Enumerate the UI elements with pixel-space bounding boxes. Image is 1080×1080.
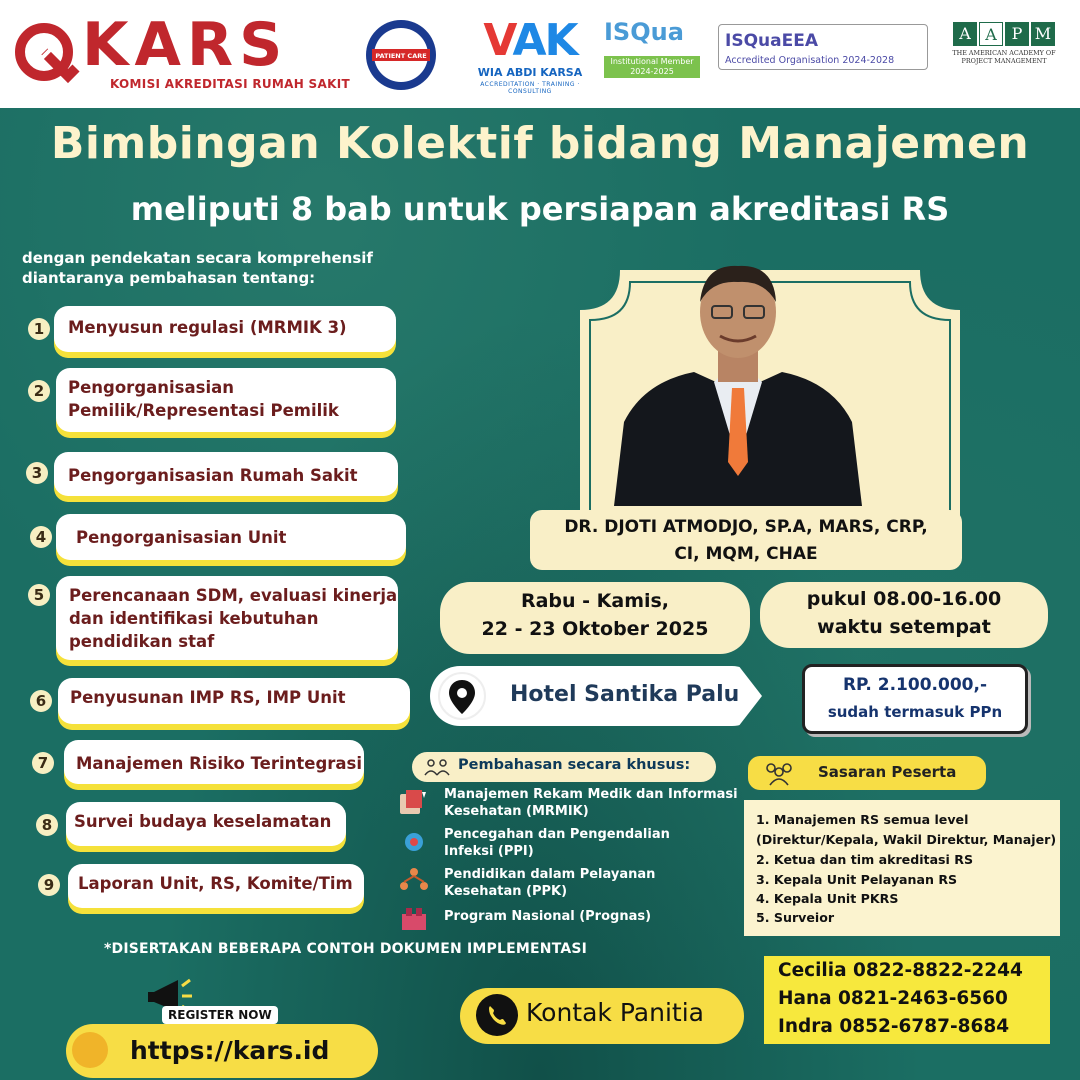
price-amount: RP. 2.100.000,-	[842, 675, 988, 695]
sasaran-list	[744, 800, 1060, 936]
topic-number: 9	[38, 874, 60, 896]
aapm-letter: P	[1005, 22, 1029, 46]
isqeea-accredited: Accredited Organisation 2024-2028	[725, 55, 895, 66]
medical-record-icon	[396, 786, 428, 818]
national-program-icon	[398, 904, 430, 936]
speaker-name-line2: CI, MQM, CHAE	[674, 544, 818, 564]
khusus-pill	[412, 752, 716, 782]
isqua-logo	[604, 18, 700, 98]
aapm-text: THE AMERICAN ACADEMY OF PROJECT MANAGEMENT	[952, 49, 1056, 65]
topic-text: Laporan Unit, RS, Komite/Tim	[78, 874, 353, 893]
price-box	[802, 664, 1028, 734]
speaker-name-line1: DR. DJOTI ATMODJO, SP.A, MARS, CRP,	[564, 517, 928, 537]
group-discussion-icon	[424, 755, 450, 779]
aapm-letter: A	[979, 22, 1003, 46]
url-dot-icon	[72, 1032, 108, 1068]
topic-text: Menyusun regulasi (MRMIK 3)	[68, 318, 347, 337]
event-days: Rabu - Kamis,	[520, 590, 670, 612]
isqua-member-badge: Institutional Member 2024-2025	[604, 56, 700, 78]
sasaran-item: 2. Ketua dan tim akreditasi RS	[756, 852, 974, 867]
kars-logo-icon	[14, 22, 80, 88]
patient-centered-care-logo-icon	[364, 18, 438, 92]
isqua-eea-logo	[718, 24, 928, 70]
topic-number: 4	[30, 526, 52, 548]
topic-text: Perencanaan SDM, evaluasi kinerja dan identifikasi kebutuhan pendidikan staf	[69, 586, 398, 651]
register-now-label[interactable]: REGISTER NOW	[162, 1006, 278, 1024]
topic-number: 8	[36, 814, 58, 836]
topic-text: Survei budaya keselamatan	[74, 812, 332, 831]
topic-text: Manajemen Risiko Terintegrasi	[76, 754, 363, 773]
sasaran-item: 4. Kepala Unit PKRS	[756, 891, 899, 906]
sasaran-item: 3. Kepala Unit Pelayanan RS	[756, 872, 958, 887]
map-pin-icon	[440, 674, 484, 718]
isqua-name: ISQua	[604, 18, 684, 46]
participants-icon	[762, 759, 796, 787]
time-box	[760, 582, 1048, 648]
sasaran-item: 5. Surveior	[756, 910, 835, 925]
contact-entry[interactable]: Indra 0852-6787-8684	[778, 1016, 1010, 1037]
contacts-box	[764, 956, 1050, 1044]
event-time: pukul 08.00-16.00	[806, 588, 1002, 610]
wak-ak-letters: AK	[512, 15, 577, 66]
contact-entry[interactable]: Cecilia 0822-8822-2244	[778, 960, 1023, 981]
speaker-photo	[614, 262, 862, 506]
kars-wordmark: KARS	[82, 10, 289, 80]
kontak-panitia-label[interactable]: Kontak Panitia	[526, 998, 704, 1027]
website-link[interactable]: https://kars.id	[130, 1036, 330, 1065]
contact-entry[interactable]: Hana 0821-2463-6560	[778, 988, 1008, 1009]
isqeea-name: ISQuaEEA	[725, 31, 818, 51]
topic-number: 1	[28, 318, 50, 340]
aapm-letter: M	[1031, 22, 1055, 46]
khusus-label: Pembahasan secara khusus:	[458, 757, 691, 773]
topic-number: 7	[32, 752, 54, 774]
topic-number: 3	[26, 462, 48, 484]
phone-icon	[476, 994, 518, 1036]
topic-text: Pengorganisasian Unit	[76, 528, 287, 547]
khusus-item: Pencegahan dan Pengendalian Infeksi (PPI)	[444, 827, 670, 859]
topic-number: 6	[30, 690, 52, 712]
event-timezone: waktu setempat	[817, 616, 991, 638]
event-dates: 22 - 23 Oktober 2025	[481, 618, 709, 640]
main-title: Bimbingan Kolektif bidang Manajemen	[50, 118, 1030, 169]
kars-subtitle: KOMISI AKREDITASI RUMAH SAKIT	[110, 77, 350, 91]
price-note: sudah termasuk PPn	[827, 703, 1003, 721]
wak-tagline: ACCREDITATION · TRAINING · CONSULTING	[480, 81, 580, 95]
khusus-item: Manajemen Rekam Medik dan Informasi Kesehatan (MRMIK)	[444, 787, 738, 819]
wia-abdi-karsa-logo	[470, 15, 590, 98]
infection-control-icon	[398, 826, 430, 858]
khusus-item: Pendidikan dalam Pelayanan Kesehatan (PPK)	[444, 867, 656, 899]
khusus-item: Program Nasional (Prognas)	[444, 909, 652, 924]
subtitle: meliputi 8 bab untuk persiapan akreditasi RS	[130, 190, 950, 228]
topic-text: Penyusunan IMP RS, IMP Unit	[70, 688, 346, 707]
aapm-logo	[948, 22, 1060, 82]
topic-number: 5	[28, 584, 50, 606]
location-circle	[438, 672, 486, 720]
topic-text: Pengorganisasian Rumah Sakit	[68, 466, 358, 485]
wak-v-letter: V	[483, 15, 513, 66]
location-text: Hotel Santika Palu	[510, 682, 740, 707]
footnote: *DISERTAKAN BEBERAPA CONTOH DOKUMEN IMPLEMENTASI	[104, 941, 588, 957]
intro-text: dengan pendekatan secara komprehensif diantaranya pembahasan tentang:	[22, 249, 373, 287]
wak-name: WIA ABDI KARSA	[477, 66, 583, 79]
topic-number: 2	[28, 380, 50, 402]
sasaran-label: Sasaran Peserta	[818, 763, 957, 781]
header-bar	[0, 0, 1080, 108]
topic-text: Pengorganisasian Pemilik/Representasi Pemilik	[68, 378, 339, 420]
speaker-name-box	[530, 510, 962, 570]
date-box	[440, 582, 750, 654]
education-network-icon	[398, 864, 430, 896]
sasaran-item: 1. Manajemen RS semua level	[756, 812, 969, 827]
sasaran-item: (Direktur/Kepala, Wakil Direktur, Manajer)	[756, 832, 1057, 847]
aapm-letter: A	[953, 22, 977, 46]
sasaran-pill	[748, 756, 986, 790]
pcc-label: PATIENT CARE	[375, 52, 427, 60]
